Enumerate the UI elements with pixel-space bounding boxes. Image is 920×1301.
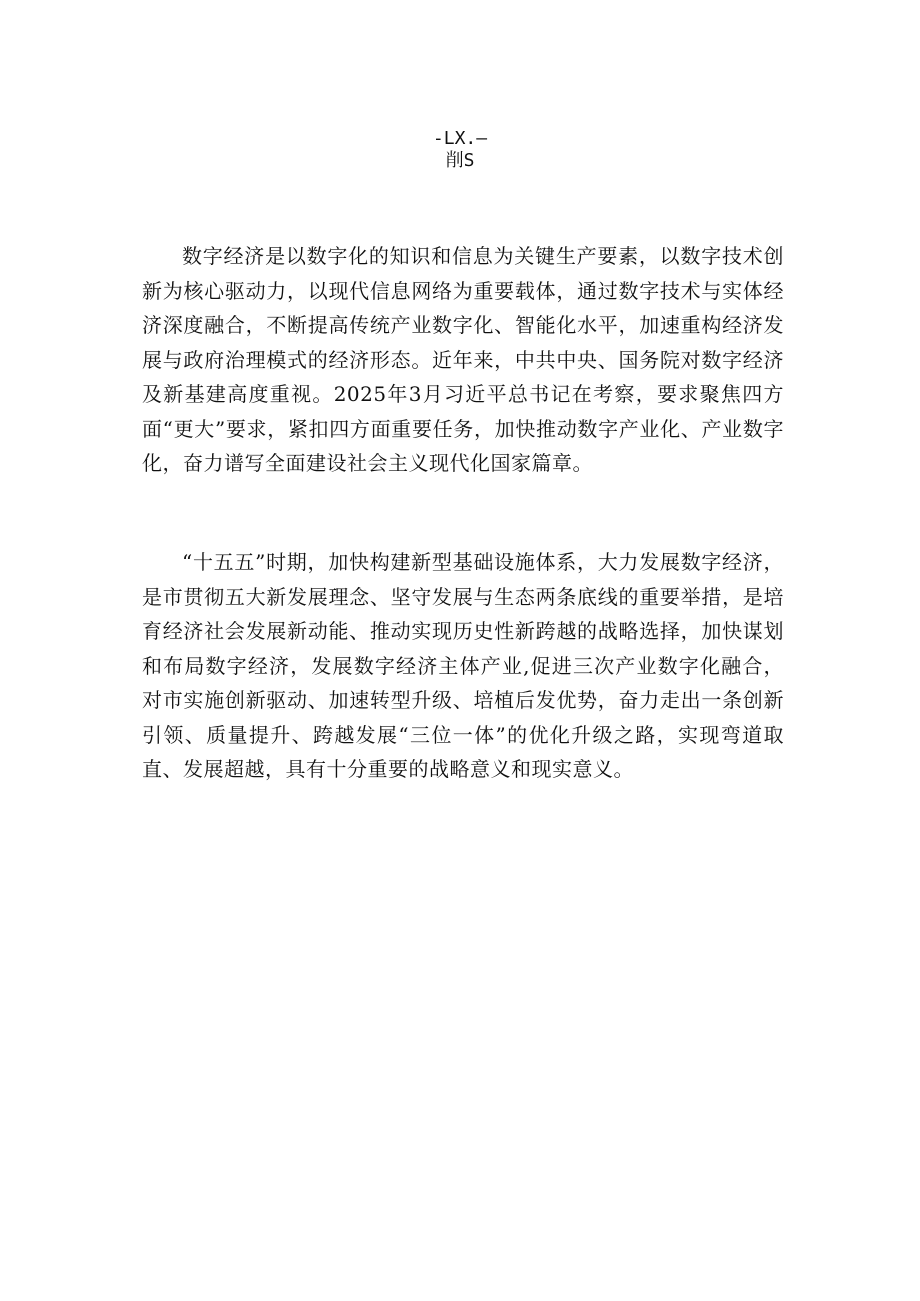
section-heading-line-2: 削S [445,150,475,171]
body-paragraph-2: “十五五”时期，加快构建新型基础设施体系，大力发展数字经济，是市贯彻五大新发展理念、坚守发展与生态两条底线的重要举措，是培育经济社会发展新动能、推动实现历史性新跨越的战略选择，加快谋划和布局数字经济，发展数字经济主体产业,促进三次产业数字化融合，对市实施创新驱动、加速转型升级、培植后发优势，奋力走出一条创新引领、质量提升、跨越发展“三位一体”的优化升级之路，实现弯道取直、发展超越，具有十分重要的战略意义和现实意义。 [142,550,784,781]
section-heading-line-1: -LX.— [432,128,488,149]
body-paragraph-1: 数字经济是以数字化的知识和信息为关键生产要素，以数字技术创新为核心驱动力，以现代信息网络为重要载体，通过数字技术与实体经济深度融合，不断提高传统产业数字化、智能化水平，加速重构经济发展与政府治理模式的经济形态。近年来，中共中央、国务院对数字经济及新基建高度重视。2025年3月习近平总书记在考察，要求聚焦四方面“更大”要求，紧扣四方面重要任务，加快推动数字产业化、产业数字化，奋力谱写全面建设社会主义现代化国家篇章。 [142,244,784,475]
